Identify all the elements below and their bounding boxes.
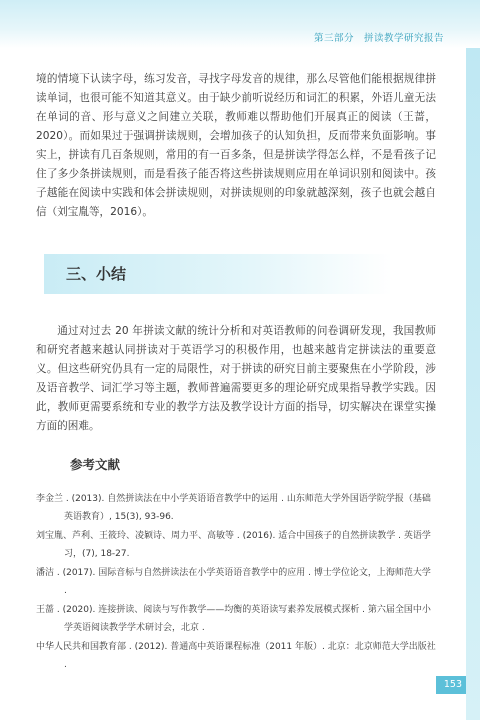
running-header: 第三部分 拼读教学研究报告 bbox=[313, 33, 444, 44]
references-heading: 参考文献 bbox=[70, 457, 121, 472]
side-decoration-bar bbox=[466, 48, 480, 720]
body-paragraph-2: 通过对过去 20 年拼读文献的统计分析和对英语教师的问卷调研发现，我国教师和研究者越来越认同拼读对于英语学习的积极作用，也越来越肯定拼读法的重要意义。但这些研究仍具有一定的局限性，对于拼读的研究目前主要聚焦在小学阶段，涉及语音教学、词汇学习等主题，教师普遍需要更多的理论研究成果指导教学实践。因此，教师更需要系统和专业的教学方法及教学设计方面的指导，切实解决在课堂实操方面的困难。 bbox=[36, 325, 436, 432]
reference-item: 王蔷 . (2020). 连接拼读、阅读与写作教学——均衡的英语读写素养发展模式探析 . 第六届全国中小学英语阅读教学学术研讨会，北京 . bbox=[36, 605, 431, 633]
reference-item: 中华人民共和国教育部 . (2012). 普通高中英语课程标准（2011 年版）. 北京：北京师范大学出版社 . bbox=[36, 642, 436, 670]
reference-item: 刘宝胤、芦利、王筱玲、凌颖诗、周力平、高敏等 . (2016). 适合中国孩子的自然拼读教学 . 英语学习，(7), 18-27. bbox=[36, 531, 431, 559]
reference-item: 李金兰 . (2013). 自然拼读法在中小学英语语音教学中的运用 . 山东师范大学外国语学院学报（基础英语教育）, 15(3), 93-96. bbox=[36, 494, 431, 522]
references-list bbox=[36, 490, 436, 675]
page-number: 153 bbox=[443, 679, 462, 690]
reference-item: 潘洁 . (2017). 国际音标与自然拼读法在小学英语语音教学中的应用 . 博士学位论文，上海师范大学 . bbox=[36, 568, 431, 596]
body-paragraph-1: 境的情境下认读字母，练习发音，寻找字母发音的规律，那么尽管他们能根据规律拼读单词，也很可能不知道其意义。由于缺少前听说经历和词汇的积累，外语儿童无法在单词的音、形与意义之间建立关联，教师难以帮助他们开展真正的阅读（王蔷，2020）。而如果过于强调拼读规则，会增加孩子的认知负担，反而带来负面影响。事实上，拼读有几百条规则，常用的有一百多条，但是拼读学得怎么样，不是看孩子记住了多少条拼读规则，而是看孩子能否将这些拼读规则应用在单词识别和阅读中。孩子越能在阅读中实践和体会拼读规则，对拼读规则的印象就越深刻，孩子也就会越自信（刘宝胤等，2016）。 bbox=[36, 73, 436, 218]
section-title: 三、小结 bbox=[66, 265, 127, 283]
